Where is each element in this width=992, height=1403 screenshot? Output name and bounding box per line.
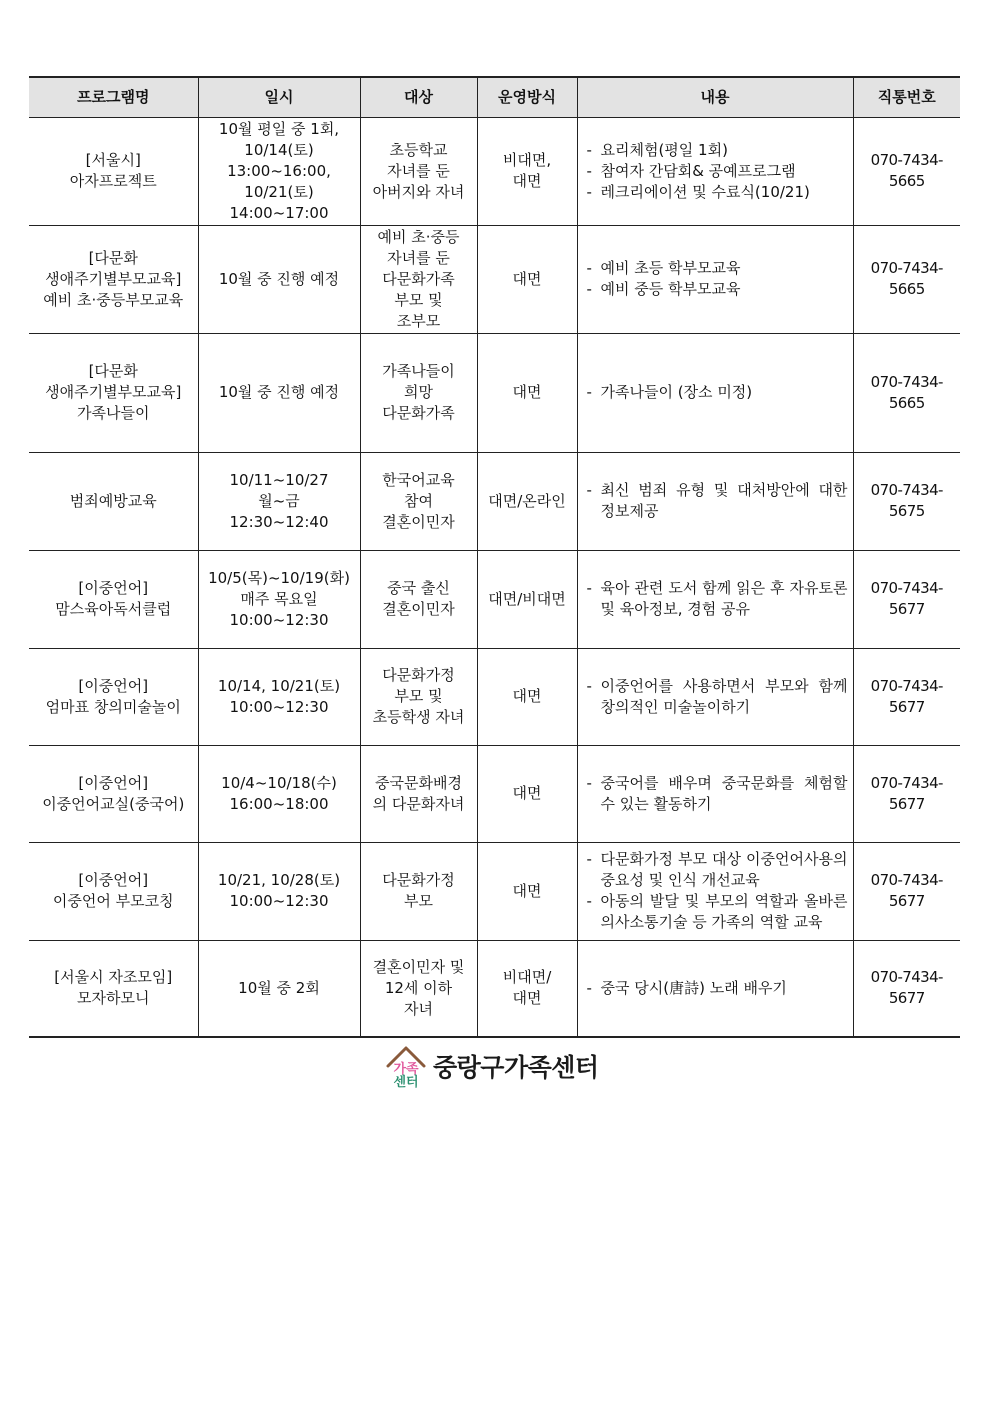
content-list <box>583 382 848 403</box>
target-cell: 가족나들이 희망 다문화가족 <box>360 333 477 452</box>
content-item: - 이중언어를 사용하면서 부모와 함께 창의적인 미술놀이하기 <box>583 676 848 718</box>
header-datetime: 일시 <box>198 77 360 117</box>
datetime-cell: 10월 중 진행 예정 <box>198 333 360 452</box>
content-list <box>583 773 848 815</box>
header-row <box>29 77 960 117</box>
method-cell: 대면 <box>477 648 577 745</box>
target-cell: 다문화가정 부모 및 초등학생 자녀 <box>360 648 477 745</box>
method-cell: 대면 <box>477 842 577 940</box>
target-cell: 한국어교육 참여 결혼이민자 <box>360 452 477 550</box>
content-item: - 최신 범죄 유형 및 대처방안에 대한 정보제공 <box>583 480 848 522</box>
content-item: - 참여자 간담회& 공예프로그램 <box>583 161 848 182</box>
content-list <box>583 978 848 999</box>
content-cell <box>577 842 853 940</box>
header-phone: 직통번호 <box>853 77 960 117</box>
method-cell: 대면 <box>477 225 577 333</box>
family-center-logo-icon <box>385 1044 427 1088</box>
target-cell: 결혼이민자 및 12세 이하 자녀 <box>360 940 477 1037</box>
header-method: 운영방식 <box>477 77 577 117</box>
program-name-cell: [서울시 자조모임] 모자하모니 <box>29 940 198 1037</box>
table-row <box>29 648 960 745</box>
phone-cell: 070-7434-5665 <box>853 117 960 225</box>
footer-logo <box>385 1044 599 1088</box>
program-name-cell: [서울시] 아자프로젝트 <box>29 117 198 225</box>
phone-cell: 070-7434-5677 <box>853 842 960 940</box>
phone-cell: 070-7434-5665 <box>853 333 960 452</box>
method-cell: 대면/비대면 <box>477 550 577 648</box>
content-item: - 예비 초등 학부모교육 <box>583 258 848 279</box>
program-name-cell: [이중언어] 이중언어교실(중국어) <box>29 745 198 842</box>
content-list <box>583 578 848 620</box>
content-item: - 육아 관련 도서 함께 읽은 후 자유토론 및 육아정보, 경험 공유 <box>583 578 848 620</box>
content-list <box>583 676 848 718</box>
method-cell: 대면 <box>477 745 577 842</box>
method-cell: 대면 <box>477 333 577 452</box>
content-list <box>583 258 848 300</box>
content-item: - 다문화가정 부모 대상 이중언어사용의 중요성 및 인식 개선교육 <box>583 849 848 891</box>
target-cell: 예비 초·중등 자녀를 둔 다문화가족 부모 및 조부모 <box>360 225 477 333</box>
content-item: - 아동의 발달 및 부모의 역할과 올바른 의사소통기술 등 가족의 역할 교육 <box>583 891 848 933</box>
program-name-cell: [이중언어] 엄마표 창의미술놀이 <box>29 648 198 745</box>
phone-cell: 070-7434-5677 <box>853 745 960 842</box>
table-row <box>29 333 960 452</box>
content-item: - 가족나들이 (장소 미정) <box>583 382 848 403</box>
phone-cell: 070-7434-5665 <box>853 225 960 333</box>
content-cell <box>577 745 853 842</box>
content-cell <box>577 940 853 1037</box>
program-name-cell: [다문화 생애주기별부모교육] 가족나들이 <box>29 333 198 452</box>
program-name-cell: [이중언어] 이중언어 부모코칭 <box>29 842 198 940</box>
program-name-cell: [이중언어] 맘스육아독서클럽 <box>29 550 198 648</box>
phone-cell: 070-7434-5677 <box>853 550 960 648</box>
content-item: - 예비 중등 학부모교육 <box>583 279 848 300</box>
phone-cell: 070-7434-5677 <box>853 940 960 1037</box>
datetime-cell: 10월 중 진행 예정 <box>198 225 360 333</box>
target-cell: 초등학교 자녀를 둔 아버지와 자녀 <box>360 117 477 225</box>
phone-cell: 070-7434-5677 <box>853 648 960 745</box>
table-row <box>29 842 960 940</box>
phone-cell: 070-7434-5675 <box>853 452 960 550</box>
datetime-cell: 10/4~10/18(수) 16:00~18:00 <box>198 745 360 842</box>
program-schedule-table <box>29 76 960 1038</box>
content-item: - 레크리에이션 및 수료식(10/21) <box>583 182 848 203</box>
table-row <box>29 117 960 225</box>
content-cell <box>577 550 853 648</box>
content-item: - 중국 당시(唐詩) 노래 배우기 <box>583 978 848 999</box>
organization-name: 중랑구가족센터 <box>433 1053 599 1082</box>
content-list <box>583 849 848 933</box>
datetime-cell: 10월 중 2회 <box>198 940 360 1037</box>
target-cell: 중국문화배경 의 다문화자녀 <box>360 745 477 842</box>
content-item: - 중국어를 배우며 중국문화를 체험할 수 있는 활동하기 <box>583 773 848 815</box>
content-cell <box>577 225 853 333</box>
target-cell: 다문화가정 부모 <box>360 842 477 940</box>
content-item: - 요리체험(평일 1회) <box>583 140 848 161</box>
header-target: 대상 <box>360 77 477 117</box>
content-cell <box>577 117 853 225</box>
program-name-cell: 범죄예방교육 <box>29 452 198 550</box>
header-program-name: 프로그램명 <box>29 77 198 117</box>
content-cell <box>577 333 853 452</box>
table-row <box>29 452 960 550</box>
table-body <box>29 117 960 1037</box>
method-cell: 비대면, 대면 <box>477 117 577 225</box>
header-content: 내용 <box>577 77 853 117</box>
table-row <box>29 225 960 333</box>
method-cell: 대면/온라인 <box>477 452 577 550</box>
datetime-cell: 10/5(목)~10/19(화) 매주 목요일 10:00~12:30 <box>198 550 360 648</box>
datetime-cell: 10/21, 10/28(토) 10:00~12:30 <box>198 842 360 940</box>
table-row <box>29 550 960 648</box>
datetime-cell: 10월 평일 중 1회, 10/14(토) 13:00~16:00, 10/21(토) 14:00~17:00 <box>198 117 360 225</box>
content-list <box>583 140 848 203</box>
content-list <box>583 480 848 522</box>
datetime-cell: 10/11~10/27 월~금 12:30~12:40 <box>198 452 360 550</box>
logo-text-top: 가족 <box>393 1062 419 1077</box>
logo-text-bottom: 센터 <box>393 1075 419 1088</box>
program-name-cell: [다문화 생애주기별부모교육] 예비 초·중등부모교육 <box>29 225 198 333</box>
table-header <box>29 77 960 117</box>
method-cell: 비대면/ 대면 <box>477 940 577 1037</box>
datetime-cell: 10/14, 10/21(토) 10:00~12:30 <box>198 648 360 745</box>
content-cell <box>577 452 853 550</box>
table-row <box>29 940 960 1037</box>
target-cell: 중국 출신 결혼이민자 <box>360 550 477 648</box>
content-cell <box>577 648 853 745</box>
table-row <box>29 745 960 842</box>
